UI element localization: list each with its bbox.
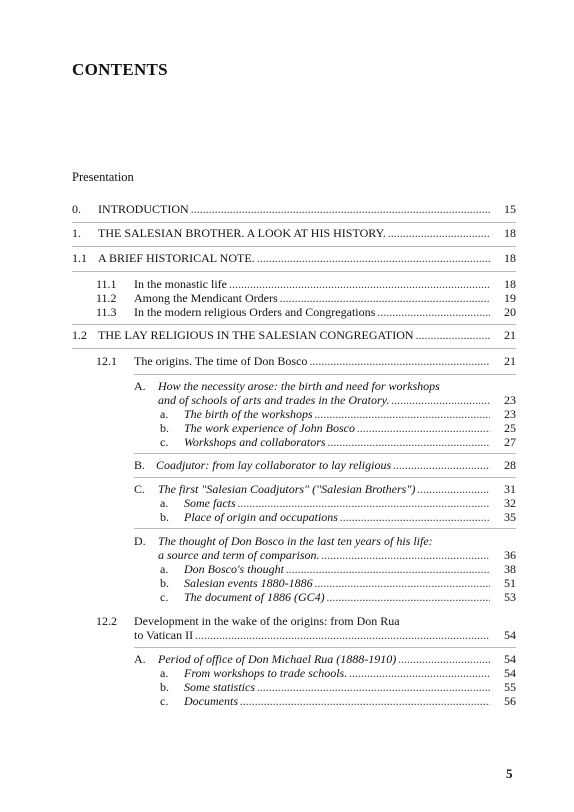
toc-entry-page: 31 <box>504 482 516 496</box>
toc-entry-page: 18 <box>504 226 516 240</box>
toc-entry-number: B. <box>134 458 146 472</box>
toc-entry-page: 51 <box>504 576 516 590</box>
toc-entry-number: b. <box>160 680 169 694</box>
toc-entry-title: Documents <box>184 694 238 708</box>
toc-entry-title: Some facts <box>184 496 236 510</box>
toc-entry-page: 56 <box>504 694 516 708</box>
toc-entry-page: 21 <box>504 328 516 342</box>
toc-entry[interactable] <box>72 562 516 576</box>
toc-entry[interactable] <box>72 328 516 342</box>
toc-entry-number: a. <box>160 496 169 510</box>
toc-entry-page: 15 <box>504 202 516 216</box>
toc-entry-page: 18 <box>504 251 516 265</box>
toc-entry-number: 11.3 <box>96 305 117 319</box>
toc-entry[interactable] <box>72 354 516 368</box>
toc-entry-title: In the monastic life <box>134 277 227 291</box>
toc-entry[interactable] <box>72 421 516 435</box>
toc-entry-title: The document of 1886 (GC4) <box>184 590 325 604</box>
toc-entry-number: 1.1 <box>72 251 87 265</box>
toc-entry-page: 54 <box>504 652 516 666</box>
toc-entry[interactable] <box>72 628 516 642</box>
toc-entry[interactable] <box>72 590 516 604</box>
toc-entry[interactable] <box>72 510 516 524</box>
toc-entry-page: 54 <box>504 628 516 642</box>
toc-entry[interactable] <box>72 614 516 628</box>
toc-entry-number: 12.1 <box>96 354 117 368</box>
toc-entry-title: Workshops and collaborators <box>184 435 326 449</box>
toc-entry[interactable] <box>72 534 516 548</box>
toc-entry[interactable] <box>72 666 516 680</box>
toc-entry-number: 11.2 <box>96 291 117 305</box>
toc-entry-page: 21 <box>504 354 516 368</box>
presentation-label: Presentation <box>72 170 134 184</box>
toc-entry-page: 38 <box>504 562 516 576</box>
toc-entry-title: The first "Salesian Coadjutors" ("Salesian Brothers") <box>158 482 416 496</box>
toc-entry-page: 32 <box>504 496 516 510</box>
toc-entry-page: 20 <box>504 305 516 319</box>
toc-entry[interactable] <box>72 407 516 421</box>
toc-entry-title: THE SALESIAN BROTHER. A LOOK AT HIS HISTORY. <box>98 226 386 240</box>
toc-entry-page: 19 <box>504 291 516 305</box>
toc-entry-page: 27 <box>504 435 516 449</box>
toc-entry-page: 55 <box>504 680 516 694</box>
toc-entry-title: Development in the wake of the origins: from Don Rua <box>134 614 400 628</box>
toc-entry-title: A BRIEF HISTORICAL NOTE. <box>98 251 255 265</box>
toc-entry[interactable] <box>72 277 516 291</box>
toc-entry-page: 18 <box>504 277 516 291</box>
toc-entry-title: Place of origin and occupations <box>184 510 338 524</box>
toc-entry-title: Salesian events 1880-1886 <box>184 576 313 590</box>
toc-entry-number: D. <box>134 534 146 548</box>
toc-entry-number: a. <box>160 562 169 576</box>
toc-entry-number: 1.2 <box>72 328 87 342</box>
toc-entry-number: A. <box>134 379 146 393</box>
toc-entry[interactable] <box>72 393 516 407</box>
page-number: 5 <box>506 766 513 781</box>
toc-entry-number: c. <box>160 590 169 604</box>
toc-entry-title: The birth of the workshops <box>184 407 313 421</box>
page-title: CONTENTS <box>72 60 168 79</box>
toc-entry-number: c. <box>160 694 169 708</box>
toc-entry-number: b. <box>160 421 169 435</box>
toc-entry-page: 53 <box>504 590 516 604</box>
toc-entry-number: 1. <box>72 226 81 240</box>
toc-entry-number: 11.1 <box>96 277 117 291</box>
toc-entry-page: 25 <box>504 421 516 435</box>
toc-entry-title: Among the Mendicant Orders <box>134 291 278 305</box>
toc-entry-page: 36 <box>504 548 516 562</box>
toc-entry-title: to Vatican II <box>134 628 194 642</box>
toc-entry[interactable] <box>72 652 516 666</box>
toc-entry-title: How the necessity arose: the birth and need for workshops <box>158 379 440 393</box>
toc-entry-number: c. <box>160 435 169 449</box>
toc-entry-number: 0. <box>72 202 81 216</box>
toc-entry-number: b. <box>160 510 169 524</box>
toc-entry-title: Coadjutor: from lay collaborator to lay religious <box>156 458 392 472</box>
toc-entry-title: The origins. The time of Don Bosco <box>134 354 308 368</box>
toc-entry-title: THE LAY RELIGIOUS IN THE SALESIAN CONGREGATION <box>98 328 414 342</box>
toc-entry[interactable] <box>72 202 516 216</box>
toc-entry[interactable] <box>72 576 516 590</box>
toc-entry-title: Don Bosco's thought <box>184 562 284 576</box>
toc-entry[interactable] <box>72 305 516 319</box>
toc-entry-title: The work experience of John Bosco <box>184 421 355 435</box>
toc-entry[interactable] <box>72 694 516 708</box>
toc-entry[interactable] <box>72 435 516 449</box>
toc-entry-number: A. <box>134 652 146 666</box>
toc-entry-title: The thought of Don Bosco in the last ten years of his life: <box>158 534 433 548</box>
toc-entry[interactable] <box>72 458 516 472</box>
toc-entry-title: In the modern religious Orders and Congregations <box>134 305 376 319</box>
toc-entry-title: and of schools of arts and trades in the Oratory. <box>158 393 390 407</box>
toc-entry[interactable] <box>72 291 516 305</box>
toc-entry-number: a. <box>160 407 169 421</box>
toc-entry-page: 54 <box>504 666 516 680</box>
toc-entry[interactable] <box>72 482 516 496</box>
toc-entry[interactable] <box>72 680 516 694</box>
toc-entry-title: INTRODUCTION <box>98 202 189 216</box>
toc-entry[interactable] <box>72 379 516 393</box>
toc-entry[interactable] <box>72 226 516 240</box>
toc-entry[interactable] <box>72 496 516 510</box>
toc-entry[interactable] <box>72 251 516 265</box>
toc-entry-number: 12.2 <box>96 614 117 628</box>
toc-entry-title: Period of office of Don Michael Rua (1888-1910) <box>158 652 397 666</box>
toc-entry-page: 23 <box>504 393 516 407</box>
toc-entry[interactable] <box>72 548 516 562</box>
toc-entry-title: a source and term of comparison. <box>158 548 320 562</box>
toc-entry-title: From workshops to trade schools. <box>184 666 348 680</box>
toc-entry-number: C. <box>134 482 146 496</box>
toc-entry-page: 23 <box>504 407 516 421</box>
toc-entry-page: 28 <box>504 458 516 472</box>
toc-entry-title: Some statistics <box>184 680 255 694</box>
toc-entry-page: 35 <box>504 510 516 524</box>
toc-entry-number: b. <box>160 576 169 590</box>
toc-entry-number: a. <box>160 666 169 680</box>
